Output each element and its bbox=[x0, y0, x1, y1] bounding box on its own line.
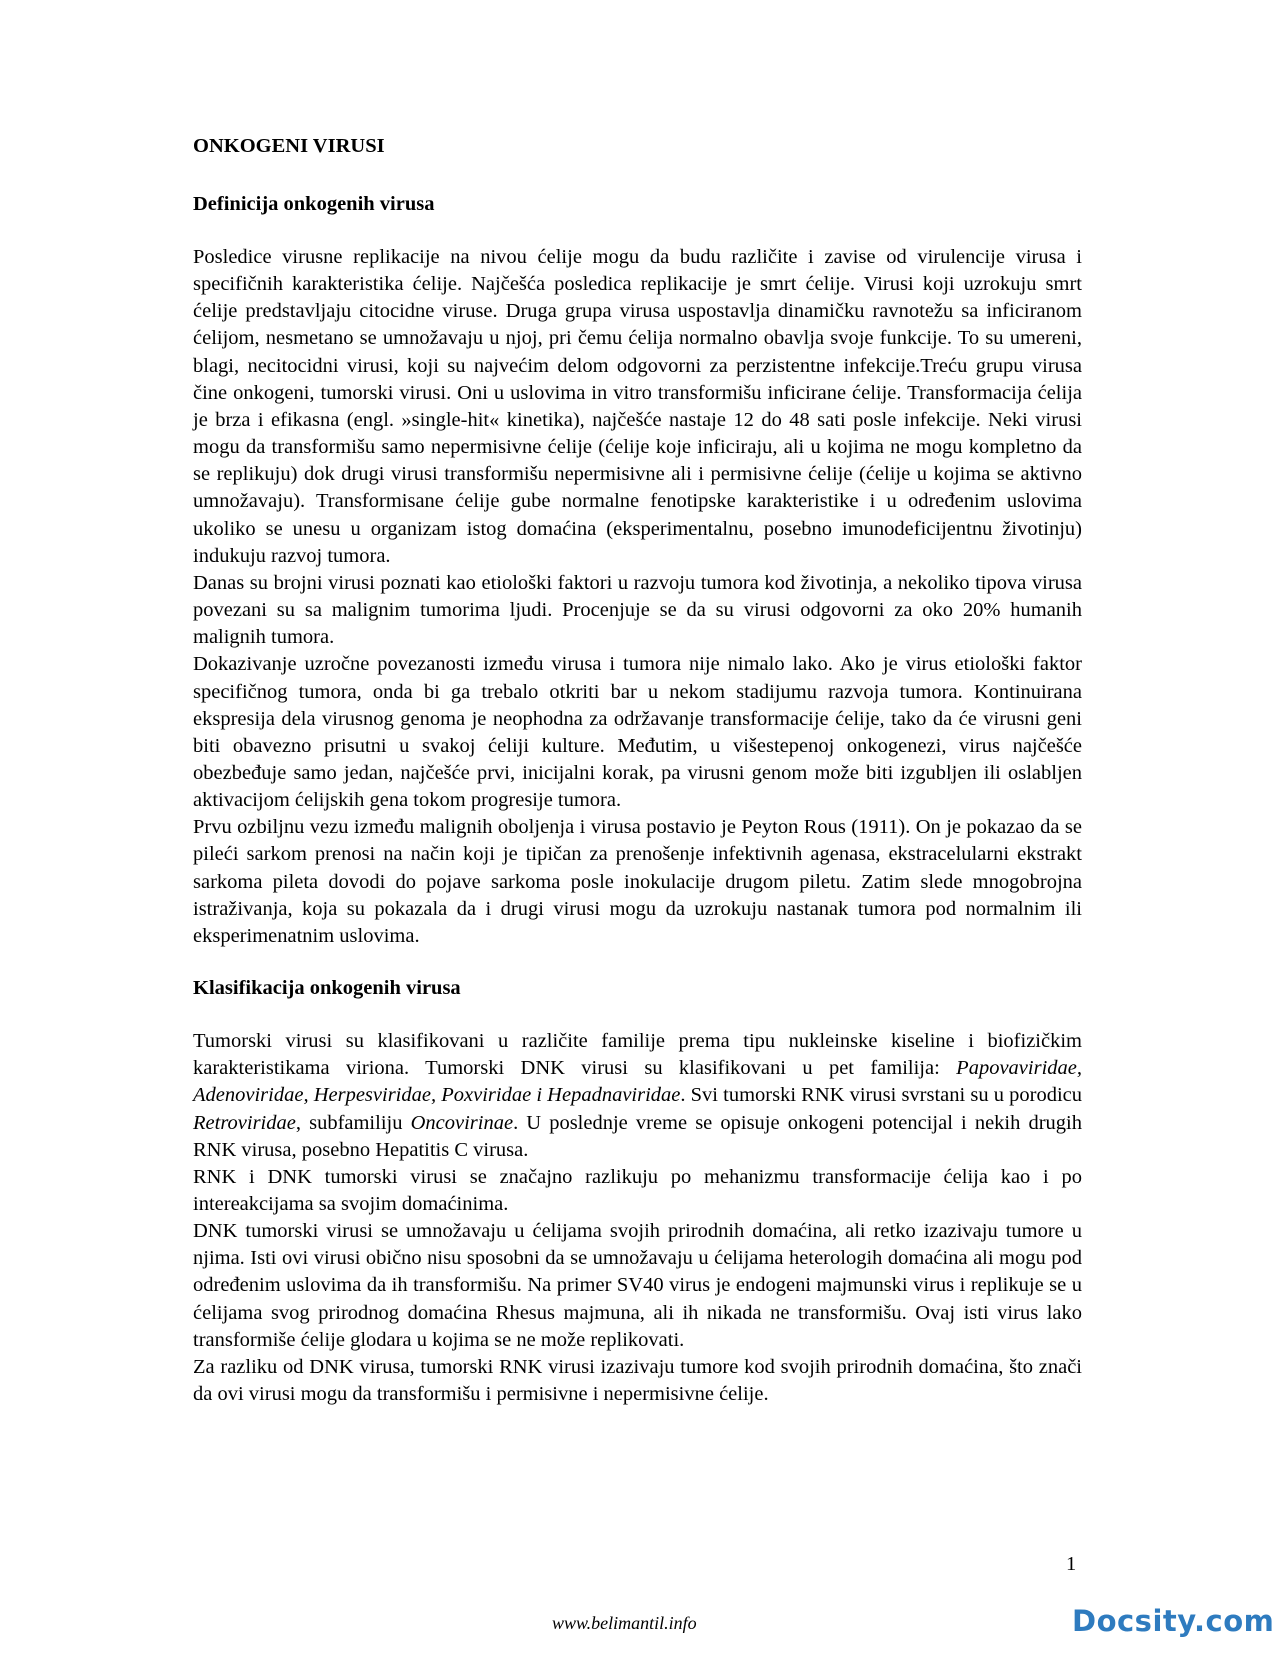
paragraph-text: . U poslednje vreme se opisuje onkogeni potencijal i nekih drugih RNK virusa, posebno Hepatitis C virusa. bbox=[193, 1111, 1082, 1161]
section-definition bbox=[193, 191, 1082, 950]
paragraph-italic-text: Papovaviridae, Adenoviridae, Herpesviridae, Poxviridae i Hepadnaviridae bbox=[193, 1057, 1082, 1107]
paragraph-text: , subfamiliju bbox=[295, 1111, 411, 1134]
document-title: ONKOGENI VIRUSI bbox=[193, 135, 385, 157]
footer-website-link[interactable]: www.belimantil.info bbox=[552, 1613, 697, 1633]
paragraph: Prvu ozbiljnu vezu između malignih oboljenja i virusa postavio je Peyton Rous (1911). On je pokazao da se pileći sarkom prenosi na način koji je tipičan za prenošenje infektivnih agenasa, ekstracelularni ekstrakt sarkoma pileta dovodi do pojave sarkoma posle inokulacije drugom piletu. Zatim slede mnogobrojna istraživanja, koja su pokazala da i drugi virusi mogu da uzrokuju nastanak tumora pod normalnim ili eksperimenatnim uslovima. bbox=[193, 816, 1082, 947]
paragraph-text: . Svi tumorski RNK virusi svrstani su u porodicu bbox=[680, 1084, 1082, 1107]
paragraph: RNK i DNK tumorski virusi se značajno razlikuju po mehanizmu transformacije ćelija kao i po intereakcijama sa svojim domaćinima. bbox=[193, 1165, 1082, 1215]
document-page bbox=[193, 133, 1082, 1433]
paragraph: Posledice virusne replikacije na nivou ćelije mogu da budu različite i zavise od virulencije virusa i specifičnih karakteristika ćelije. Najčešća posledica replikacije je smrt ćelije. Virusi koji uzrokuju smrt ćelije predstavljaju citocidne viruse. Druga grupa virusa uspostavlja dinamičku ravnotežu sa inficiranom ćelijom, nesmetano se umnožavaju u njoj, pri čemu ćelija normalno obavlja svoje funkcije. To su umereni, blagi, necitocidni virusi, koji su najvećim delom odgovorni za perzistentne infekcije.Treću grupu virusa čine onkogeni, tumorski virusi. Oni u uslovima in vitro transformišu inficirane ćelije. Transformacija ćelija je brza i efikasna (engl. »single-hit« kinetika), najčešće nastaje 12 do 48 sati posle infekcije. Neki virusi mogu da transformišu samo nepermisivne ćelije (ćelije koje inficiraju, ali u kojima ne mogu kompletno da se replikuju) dok drugi virusi transformišu nepermisivne ali i permisivne ćelije (ćelije u kojima se aktivno umnožavaju). Transformisane ćelije gube normalne fenotipske karakteristike i u određenim uslovima ukoliko se unesu u organizam istog domaćina (eksperimentalnu, posebno imunodeficijentnu životinju) indukuju razvoj tumora. bbox=[193, 246, 1082, 567]
docsity-watermark-logo[interactable]: Docsity.com bbox=[1072, 1604, 1275, 1638]
paragraph: Za razliku od DNK virusa, tumorski RNK virusi izazivaju tumore kod svojih prirodnih domaćina, što znači da ovi virusi mogu da transformišu i permisivne i nepermisivne ćelije. bbox=[193, 1355, 1082, 1406]
section-heading-classification: Klasifikacija onkogenih virusa bbox=[193, 977, 461, 1000]
paragraph: Dokazivanje uzročne povezanosti između virusa i tumora nije nimalo lako. Ako je virus etiološki faktor specifičnog tumora, onda bi ga trebalo otkriti bar u nekom stadijumu razvoja tumora. Kontinuirana ekspresija dela virusnog genoma je neophodna za održavanje transformacije ćelije, tako da će virusni geni biti obavezno prisutni u svakoj ćeliji kulture. Međutim, u višestepenoj onkogenezi, virus najčešće obezbeđuje samo jedan, najčešće prvi, inicijalni korak, pa virusni genom može biti izgubljen ili oslabljen aktivacijom ćelijskih gena tokom progresije tumora. bbox=[193, 653, 1082, 812]
paragraph bbox=[193, 1028, 1082, 1164]
page-number: 1 bbox=[1066, 1553, 1077, 1575]
paragraph: DNK tumorski virusi se umnožavaju u ćelijama svojih prirodnih domaćina, ali retko izazivaju tumore u njima. Isti ovi virusi obično nisu sposobni da se umnožavaju u ćelijama heterologih domaćina ali mogu pod određenim uslovima da ih transformišu. Na primer SV40 virus je endogeni majmunski virus i replikuje se u ćelijama svog prirodnog domaćina Rhesus majmuna, ali ih nikada ne transformišu. Ovaj isti virus lako transformiše ćelije glodara u kojima se ne može replikovati. bbox=[193, 1220, 1082, 1351]
section-classification bbox=[193, 975, 1082, 1408]
paragraph-italic-text: Oncovirinae bbox=[410, 1111, 514, 1134]
paragraph-italic-text: Retroviridae bbox=[193, 1111, 296, 1134]
paragraph-text: Tumorski virusi su klasifikovani u različite familije prema tipu nukleinske kiseline i biofizičkim karakteristikama viriona. Tumorski DNK virusi su klasifikovani u pet familija: bbox=[193, 1030, 1082, 1080]
paragraph: Danas su brojni virusi poznati kao etiološki faktori u razvoju tumora kod životinja, a nekoliko tipova virusa povezani su sa malignim tumorima ljudi. Procenjuje se da su virusi odgovorni za oko 20% humanih malignih tumora. bbox=[193, 571, 1082, 649]
section-heading-definition: Definicija onkogenih virusa bbox=[193, 193, 435, 215]
